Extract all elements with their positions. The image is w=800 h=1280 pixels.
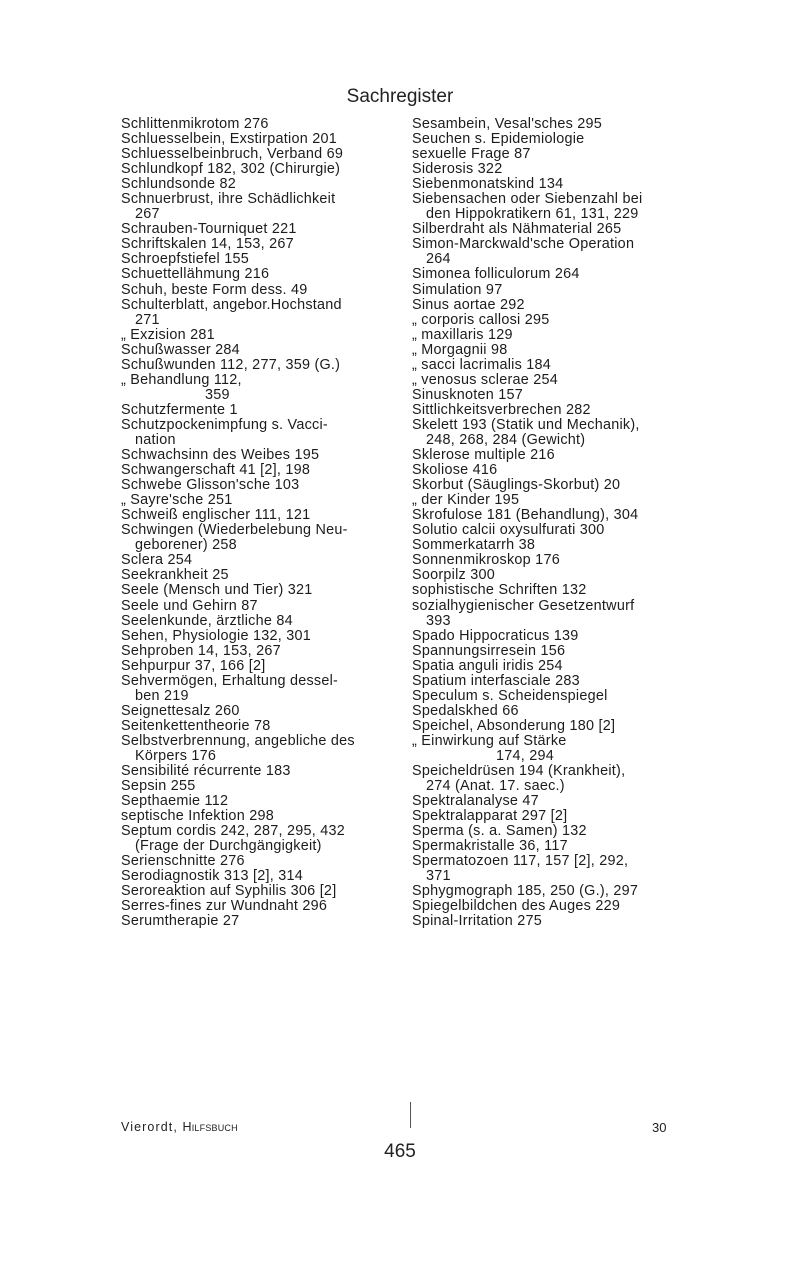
index-entry-line: „ Exzision 281: [121, 326, 215, 343]
index-entry: [412, 403, 694, 418]
index-entry: [412, 899, 694, 914]
index-entry-line: Schluesselbeinbruch, Verband 69: [121, 146, 344, 163]
index-entry-continuation: 359: [205, 386, 230, 403]
index-entry: [121, 614, 399, 629]
page-number: 465: [384, 1141, 416, 1162]
index-entry: [121, 237, 399, 252]
index-entry: [412, 719, 694, 734]
index-entry-line: „ sacci lacrimalis 184: [412, 356, 552, 373]
index-entry: [412, 839, 694, 854]
index-entry: [121, 162, 399, 177]
index-entry: [121, 132, 399, 147]
index-entry-continuation: nation: [135, 431, 176, 448]
index-entry: [121, 117, 399, 132]
index-entry: [412, 222, 694, 237]
index-entry: [412, 162, 694, 177]
index-entry: [121, 343, 399, 358]
index-entry-line: Sensibilité récurrente 183: [121, 763, 291, 780]
index-entry-line: Schwachsinn des Weibes 195: [121, 447, 320, 464]
index-entry-line: Skoliose 416: [412, 462, 498, 479]
index-entry-line: Seekrankheit 25: [121, 567, 229, 584]
index-entry-line: Serienschnitte 276: [121, 853, 245, 870]
index-entry-line: Seuchen s. Epidemiologie: [412, 131, 585, 148]
index-entry-line: Schwingen (Wiederbelebung Neu-: [121, 522, 348, 539]
index-entry-line: Spatia anguli iridis 254: [412, 657, 563, 674]
index-entry: [121, 252, 399, 267]
index-entry: [121, 719, 399, 734]
index-entry: [121, 523, 399, 553]
index-entry: [121, 583, 399, 598]
index-entry: [412, 358, 694, 373]
index-entry-line: Schlundsonde 82: [121, 176, 236, 193]
index-entry-line: sophistische Schriften 132: [412, 582, 587, 599]
index-entry-line: Spermatozoen 117, 157 [2], 292,: [412, 853, 629, 870]
index-entry-continuation: 174, 294: [496, 747, 555, 764]
index-entry-line: Seele und Gehirn 87: [121, 597, 258, 614]
index-entry-line: Schroepfstiefel 155: [121, 251, 249, 268]
index-entry: [412, 644, 694, 659]
index-entry: [412, 463, 694, 478]
index-entry: [121, 373, 399, 403]
index-entry-line: Spermakristalle 36, 117: [412, 838, 568, 855]
index-entry-continuation: Körpers 176: [135, 747, 217, 764]
index-entry-line: Serodiagnostik 313 [2], 314: [121, 868, 303, 885]
index-entry: [121, 358, 399, 373]
index-entry-line: Sklerose multiple 216: [412, 447, 555, 464]
index-entry: [412, 523, 694, 538]
index-entry: [121, 298, 399, 328]
index-entry-continuation: 371: [426, 868, 451, 885]
index-entry: [121, 599, 399, 614]
index-entry-line: Seele (Mensch und Tier) 321: [121, 582, 313, 599]
index-entry: [121, 192, 399, 222]
index-entry: [121, 568, 399, 583]
index-entry: [121, 448, 399, 463]
index-entry: [121, 869, 399, 884]
footer-author: Vierordt,: [121, 1120, 178, 1134]
index-entry: [412, 914, 694, 929]
index-column-right: [412, 117, 694, 930]
index-entry-line: septische Infektion 298: [121, 808, 274, 825]
index-entry-line: „ corporis callosi 295: [412, 311, 550, 328]
margin-line: [410, 1102, 411, 1128]
index-entry-line: sexuelle Frage 87: [412, 146, 531, 163]
index-entry: [121, 809, 399, 824]
index-entry-line: Spannungsirresein 156: [412, 642, 566, 659]
index-entry: [121, 704, 399, 719]
index-entry: [121, 764, 399, 779]
index-entry-line: Sehproben 14, 153, 267: [121, 642, 281, 659]
index-entry-line: Serres-fines zur Wundnaht 296: [121, 898, 328, 915]
index-entry-line: Sinusknoten 157: [412, 386, 523, 403]
index-entry-line: Spado Hippocraticus 139: [412, 627, 579, 644]
index-entry: [412, 313, 694, 328]
index-entry: [412, 674, 694, 689]
index-entry-line: „ maxillaris 129: [412, 326, 513, 343]
index-entry: [412, 448, 694, 463]
footer-book-title: Hilfsbuch: [182, 1120, 238, 1134]
index-entry: [412, 177, 694, 192]
index-entry-line: Schwebe Glisson'sche 103: [121, 477, 300, 494]
index-entry: [121, 914, 399, 929]
index-entry-line: Seelenkunde, ärztliche 84: [121, 612, 293, 629]
index-entry: [121, 493, 399, 508]
index-entry: [121, 463, 399, 478]
index-entry: [121, 644, 399, 659]
index-entry-line: Septhaemie 112: [121, 793, 229, 810]
index-entry-line: Schußwunden 112, 277, 359 (G.): [121, 356, 341, 373]
index-entry-line: „ Morgagnii 98: [412, 341, 508, 358]
index-entry-continuation: 248, 268, 284 (Gewicht): [426, 431, 586, 448]
index-entry-line: Spektralanalyse 47: [412, 793, 539, 810]
index-entry: [412, 418, 694, 448]
index-entry: [412, 704, 694, 719]
index-entry-line: Schutzpockenimpfung s. Vacci-: [121, 416, 328, 433]
index-entry: [121, 629, 399, 644]
index-entry-continuation: (Frage der Durchgängigkeit): [135, 838, 322, 855]
index-entry-line: Schlittenmikrotom 276: [121, 116, 269, 132]
page-header: Sachregister: [346, 86, 454, 107]
index-entry: [412, 117, 694, 132]
index-entry-line: Skrofulose 181 (Behandlung), 304: [412, 507, 639, 524]
index-entry-line: Siebenmonatskind 134: [412, 176, 564, 193]
index-entry-line: Schluesselbein, Exstirpation 201: [121, 131, 337, 148]
index-entry-line: sozialhygienischer Gesetzentwurf: [412, 597, 635, 614]
index-entry-line: Solutio calcii oxysulfurati 300: [412, 522, 605, 539]
index-entry-line: Speichel, Absonderung 180 [2]: [412, 717, 616, 734]
index-entry: [412, 147, 694, 162]
index-entry-line: Soorpilz 300: [412, 567, 495, 584]
index-entry-line: Sommerkatarrh 38: [412, 537, 536, 554]
index-entry-line: Siderosis 322: [412, 161, 503, 178]
index-entry-line: Spedalskhed 66: [412, 702, 519, 719]
index-entry-line: Seitenkettentheorie 78: [121, 717, 271, 734]
index-entry-line: Sehpurpur 37, 166 [2]: [121, 657, 266, 674]
index-column-left: [121, 117, 399, 930]
index-entry: [412, 132, 694, 147]
index-entry: [121, 283, 399, 298]
index-entry: [121, 328, 399, 343]
index-entry-line: Sehen, Physiologie 132, 301: [121, 627, 311, 644]
index-entry-line: Spatium interfasciale 283: [412, 672, 580, 689]
index-entry: [121, 824, 399, 854]
index-entry-line: Speicheldrüsen 194 (Krankheit),: [412, 763, 626, 780]
index-entry-line: Sesambein, Vesal'sches 295: [412, 116, 603, 132]
index-entry-line: Septum cordis 242, 287, 295, 432: [121, 823, 346, 840]
index-entry-line: Schulterblatt, angebor.Hochstand: [121, 296, 342, 313]
index-entry-line: Schlundkopf 182, 302 (Chirurgie): [121, 161, 341, 178]
index-entry: [412, 884, 694, 899]
index-entry: [412, 659, 694, 674]
index-entry-line: Spinal-Irritation 275: [412, 913, 543, 930]
index-entry: [412, 734, 694, 764]
index-entry: [121, 553, 399, 568]
index-entry-continuation: 267: [135, 206, 160, 223]
signature-mark: 30: [652, 1120, 667, 1135]
index-entry: [121, 147, 399, 162]
index-entry: [412, 809, 694, 824]
index-entry-line: Schweiß englischer 111, 121: [121, 507, 311, 524]
footer-source: [121, 1120, 238, 1134]
index-entry: [121, 267, 399, 282]
index-entry: [121, 659, 399, 674]
index-entry-line: Schußwasser 284: [121, 341, 240, 358]
index-entry: [412, 478, 694, 493]
index-entry-line: Schnuerbrust, ihre Schädlichkeit: [121, 191, 336, 208]
index-entry-line: Schuettellähmung 216: [121, 266, 270, 283]
index-entry: [412, 298, 694, 313]
index-entry-line: Seignettesalz 260: [121, 702, 240, 719]
index-entry-line: „ Behandlung 112,: [121, 371, 242, 388]
index-entry: [121, 884, 399, 899]
index-entry: [412, 267, 694, 282]
index-entry-line: Sphygmograph 185, 250 (G.), 297: [412, 883, 639, 900]
index-entry: [412, 764, 694, 794]
index-entry-line: Sperma (s. a. Samen) 132: [412, 823, 587, 840]
index-entry: [412, 283, 694, 298]
index-entry-continuation: 274 (Anat. 17. saec.): [426, 778, 565, 795]
index-entry-continuation: ben 219: [135, 687, 189, 704]
index-entry: [412, 553, 694, 568]
index-entry-line: Sonnenmikroskop 176: [412, 552, 560, 569]
index-entry: [121, 734, 399, 764]
index-entry-continuation: 264: [426, 251, 451, 268]
index-entry-line: Seroreaktion auf Syphilis 306 [2]: [121, 883, 337, 900]
index-entry-line: Skorbut (Säuglings-Skorbut) 20: [412, 477, 621, 494]
index-entry-line: „ Sayre'sche 251: [121, 492, 233, 509]
index-entry-line: Simonea folliculorum 264: [412, 266, 580, 283]
index-entry: [121, 674, 399, 704]
index-entry: [121, 177, 399, 192]
index-entry-line: Schriftskalen 14, 153, 267: [121, 236, 294, 253]
index-entry: [412, 328, 694, 343]
index-entry-line: Spiegelbildchen des Auges 229: [412, 898, 621, 915]
index-entry-line: Skelett 193 (Statik und Mechanik),: [412, 416, 640, 433]
index-entry: [412, 689, 694, 704]
index-entry: [121, 403, 399, 418]
index-entry-line: Simulation 97: [412, 281, 503, 298]
index-entry: [412, 538, 694, 553]
index-entry-continuation: geborener) 258: [135, 537, 237, 554]
index-entry-line: Sclera 254: [121, 552, 193, 569]
index-entry: [412, 493, 694, 508]
index-entry: [121, 794, 399, 809]
index-entry: [412, 237, 694, 267]
index-entry: [121, 222, 399, 237]
index-entry: [412, 599, 694, 629]
index-entry-line: Siebensachen oder Siebenzahl bei: [412, 191, 643, 208]
index-entry-line: Serumtherapie 27: [121, 913, 240, 930]
index-entry: [412, 854, 694, 884]
index-entry: [121, 854, 399, 869]
index-entry: [412, 388, 694, 403]
index-entry-line: Speculum s. Scheidenspiegel: [412, 687, 608, 704]
index-entry: [412, 373, 694, 388]
index-entry: [412, 192, 694, 222]
index-entry-line: „ Einwirkung auf Stärke: [412, 732, 567, 749]
index-entry-line: Spektralapparat 297 [2]: [412, 808, 568, 825]
index-entry-line: Simon-Marckwald'sche Operation: [412, 236, 635, 253]
index-entry: [412, 824, 694, 839]
index-entry-line: Schuh, beste Form dess. 49: [121, 281, 308, 298]
index-entry: [121, 418, 399, 448]
index-entry: [412, 583, 694, 598]
index-entry-continuation: den Hippokratikern 61, 131, 229: [426, 206, 639, 223]
index-entry-line: „ der Kinder 195: [412, 492, 520, 509]
index-entry-line: Sittlichkeitsverbrechen 282: [412, 401, 591, 418]
index-entry-line: Schwangerschaft 41 [2], 198: [121, 462, 311, 479]
index-entry-line: Sepsin 255: [121, 778, 196, 795]
index-entry-continuation: 393: [426, 612, 451, 629]
index-entry-line: Silberdraht als Nähmaterial 265: [412, 221, 622, 238]
index-entry: [412, 343, 694, 358]
index-entry-line: Schutzfermente 1: [121, 401, 238, 418]
index-entry-line: Sinus aortae 292: [412, 296, 525, 313]
index-entry: [412, 568, 694, 583]
index-entry-line: Sehvermögen, Erhaltung dessel-: [121, 672, 339, 689]
index-entry-line: „ venosus sclerae 254: [412, 371, 559, 388]
index-entry: [412, 508, 694, 523]
index-entry-continuation: 271: [135, 311, 160, 328]
index-entry: [121, 779, 399, 794]
index-entry-line: Selbstverbrennung, angebliche des: [121, 732, 355, 749]
index-entry: [412, 629, 694, 644]
index-entry: [412, 794, 694, 809]
index-entry-line: Schrauben-Tourniquet 221: [121, 221, 297, 238]
index-entry: [121, 508, 399, 523]
index-entry: [121, 478, 399, 493]
index-entry: [121, 899, 399, 914]
